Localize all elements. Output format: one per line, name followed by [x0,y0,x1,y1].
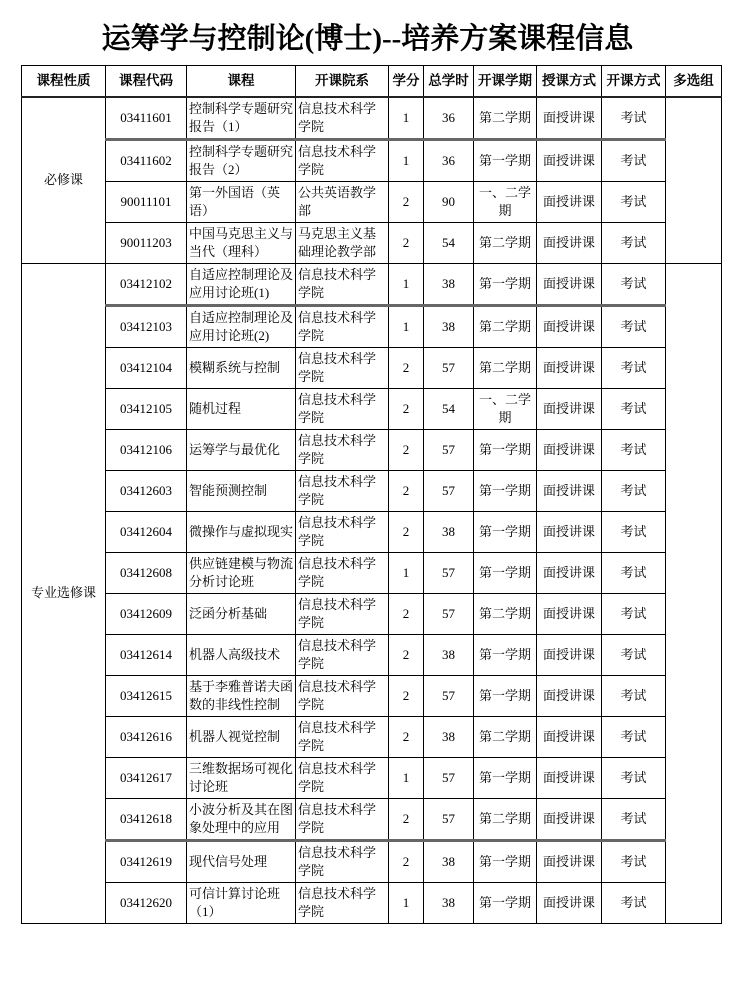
teaching-method-cell: 面授讲课 [537,552,602,593]
assessment-method-cell: 考试 [602,840,666,882]
department-cell: 信息技术科学学院 [296,593,389,634]
course-code-cell: 03412614 [106,634,187,675]
assessment-method-cell: 考试 [602,305,666,347]
department-cell: 信息技术科学学院 [296,388,389,429]
total-hours-cell: 36 [424,139,474,181]
credits-cell: 1 [389,757,424,798]
assessment-method-cell: 考试 [602,511,666,552]
total-hours-cell: 90 [424,181,474,222]
course-name-cell: 机器人高级技术 [187,634,296,675]
course-code-cell: 90011203 [106,222,187,263]
assessment-method-cell: 考试 [602,593,666,634]
table-header-row [22,65,722,97]
course-nature-cell: 必修课 [22,97,106,264]
course-code-cell: 03412616 [106,716,187,757]
semester-cell: 第一学期 [474,675,537,716]
teaching-method-cell: 面授讲课 [537,181,602,222]
course-name-cell: 机器人视觉控制 [187,716,296,757]
total-hours-cell: 38 [424,634,474,675]
department-cell: 信息技术科学学院 [296,347,389,388]
course-code-cell: 03412619 [106,840,187,882]
table-row [22,347,722,388]
course-nature-cell: 专业选修课 [22,263,106,923]
semester-cell: 第二学期 [474,347,537,388]
teaching-method-cell: 面授讲课 [537,388,602,429]
course-code-cell: 03412106 [106,429,187,470]
department-cell: 信息技术科学学院 [296,511,389,552]
total-hours-cell: 54 [424,388,474,429]
course-name-cell: 现代信号处理 [187,840,296,882]
credits-cell: 2 [389,840,424,882]
teaching-method-cell: 面授讲课 [537,97,602,140]
credits-cell: 2 [389,347,424,388]
table-row [22,470,722,511]
semester-cell: 第一学期 [474,757,537,798]
credits-cell: 1 [389,263,424,305]
semester-cell: 第一学期 [474,470,537,511]
teaching-method-cell: 面授讲课 [537,675,602,716]
course-code-cell: 03411602 [106,139,187,181]
total-hours-cell: 54 [424,222,474,263]
department-cell: 公共英语教学部 [296,181,389,222]
course-code-cell: 03412617 [106,757,187,798]
column-header-total-hours: 总学时 [424,65,474,97]
assessment-method-cell: 考试 [602,634,666,675]
total-hours-cell: 38 [424,882,474,923]
semester-cell: 第一学期 [474,634,537,675]
department-cell: 信息技术科学学院 [296,882,389,923]
assessment-method-cell: 考试 [602,388,666,429]
teaching-method-cell: 面授讲课 [537,305,602,347]
table-row [22,716,722,757]
page-title: 运筹学与控制论(博士)--培养方案课程信息 [101,23,634,55]
course-name-cell: 控制科学专题研究报告（1） [187,97,296,140]
credits-cell: 2 [389,593,424,634]
assessment-method-cell: 考试 [602,716,666,757]
credits-cell: 2 [389,675,424,716]
teaching-method-cell: 面授讲课 [537,593,602,634]
credits-cell: 1 [389,305,424,347]
total-hours-cell: 57 [424,593,474,634]
department-cell: 信息技术科学学院 [296,139,389,181]
course-code-cell: 03412105 [106,388,187,429]
course-name-cell: 模糊系统与控制 [187,347,296,388]
course-name-cell: 智能预测控制 [187,470,296,511]
course-code-cell: 03412615 [106,675,187,716]
course-name-cell: 随机过程 [187,388,296,429]
total-hours-cell: 36 [424,97,474,140]
teaching-method-cell: 面授讲课 [537,840,602,882]
teaching-method-cell: 面授讲课 [537,470,602,511]
column-header-department: 开课院系 [296,65,389,97]
assessment-method-cell: 考试 [602,757,666,798]
total-hours-cell: 57 [424,429,474,470]
credits-cell: 2 [389,470,424,511]
course-name-cell: 中国马克思主义与当代（理科） [187,222,296,263]
department-cell: 信息技术科学学院 [296,552,389,593]
course-code-cell: 03412103 [106,305,187,347]
department-cell: 信息技术科学学院 [296,798,389,840]
column-header-exam-method: 开课方式 [602,65,666,97]
table-row [22,263,722,305]
course-name-cell: 小波分析及其在图象处理中的应用 [187,798,296,840]
semester-cell: 第一学期 [474,882,537,923]
course-name-cell: 三维数据场可视化讨论班 [187,757,296,798]
semester-cell: 一、二学期 [474,181,537,222]
credits-cell: 2 [389,798,424,840]
assessment-method-cell: 考试 [602,139,666,181]
total-hours-cell: 38 [424,263,474,305]
teaching-method-cell: 面授讲课 [537,511,602,552]
teaching-method-cell: 面授讲课 [537,798,602,840]
column-header-teaching-method: 授课方式 [537,65,602,97]
credits-cell: 2 [389,716,424,757]
column-header-multi-select: 多选组 [666,65,722,97]
teaching-method-cell: 面授讲课 [537,882,602,923]
table-row [22,675,722,716]
semester-cell: 第一学期 [474,840,537,882]
column-header-credits: 学分 [389,65,424,97]
department-cell: 马克思主义基础理论教学部 [296,222,389,263]
department-cell: 信息技术科学学院 [296,840,389,882]
multi-select-group-cell [666,97,722,264]
table-row [22,882,722,923]
department-cell: 信息技术科学学院 [296,716,389,757]
assessment-method-cell: 考试 [602,263,666,305]
semester-cell: 一、二学期 [474,388,537,429]
course-name-cell: 微操作与虚拟现实 [187,511,296,552]
table-row [22,634,722,675]
credits-cell: 2 [389,429,424,470]
credits-cell: 1 [389,97,424,140]
department-cell: 信息技术科学学院 [296,429,389,470]
assessment-method-cell: 考试 [602,97,666,140]
course-name-cell: 可信计算讨论班（1） [187,882,296,923]
credits-cell: 1 [389,139,424,181]
credits-cell: 1 [389,552,424,593]
semester-cell: 第一学期 [474,139,537,181]
credits-cell: 2 [389,181,424,222]
total-hours-cell: 57 [424,470,474,511]
column-header-semester: 开课学期 [474,65,537,97]
assessment-method-cell: 考试 [602,675,666,716]
column-header-course-code: 课程代码 [106,65,187,97]
credits-cell: 2 [389,511,424,552]
course-code-cell: 03412102 [106,263,187,305]
table-row [22,429,722,470]
credits-cell: 1 [389,882,424,923]
semester-cell: 第一学期 [474,552,537,593]
table-row [22,222,722,263]
course-name-cell: 泛函分析基础 [187,593,296,634]
department-cell: 信息技术科学学院 [296,305,389,347]
total-hours-cell: 57 [424,347,474,388]
semester-cell: 第一学期 [474,511,537,552]
table-row [22,139,722,181]
course-name-cell: 供应链建模与物流分析讨论班 [187,552,296,593]
teaching-method-cell: 面授讲课 [537,757,602,798]
course-code-cell: 90011101 [106,181,187,222]
semester-cell: 第一学期 [474,429,537,470]
table-row [22,511,722,552]
table-row [22,840,722,882]
teaching-method-cell: 面授讲课 [537,139,602,181]
table-row [22,593,722,634]
course-code-cell: 03412104 [106,347,187,388]
table-row [22,552,722,593]
total-hours-cell: 38 [424,305,474,347]
semester-cell: 第二学期 [474,305,537,347]
semester-cell: 第二学期 [474,97,537,140]
teaching-method-cell: 面授讲课 [537,429,602,470]
course-code-cell: 03412620 [106,882,187,923]
department-cell: 信息技术科学学院 [296,470,389,511]
assessment-method-cell: 考试 [602,429,666,470]
semester-cell: 第二学期 [474,798,537,840]
multi-select-group-cell [666,263,722,923]
teaching-method-cell: 面授讲课 [537,347,602,388]
teaching-method-cell: 面授讲课 [537,716,602,757]
total-hours-cell: 38 [424,840,474,882]
course-code-cell: 03412609 [106,593,187,634]
course-name-cell: 控制科学专题研究报告（2） [187,139,296,181]
total-hours-cell: 57 [424,552,474,593]
assessment-method-cell: 考试 [602,347,666,388]
course-code-cell: 03412603 [106,470,187,511]
course-name-cell: 自适应控制理论及应用讨论班(1) [187,263,296,305]
semester-cell: 第二学期 [474,222,537,263]
course-code-cell: 03412608 [106,552,187,593]
total-hours-cell: 57 [424,798,474,840]
course-table [21,65,722,924]
semester-cell: 第二学期 [474,593,537,634]
course-code-cell: 03412618 [106,798,187,840]
table-row [22,388,722,429]
table-row [22,305,722,347]
course-name-cell: 基于李雅普诺夫函数的非线性控制 [187,675,296,716]
table-row [22,97,722,140]
assessment-method-cell: 考试 [602,181,666,222]
department-cell: 信息技术科学学院 [296,757,389,798]
teaching-method-cell: 面授讲课 [537,634,602,675]
teaching-method-cell: 面授讲课 [537,222,602,263]
table-row [22,798,722,840]
credits-cell: 2 [389,388,424,429]
assessment-method-cell: 考试 [602,882,666,923]
department-cell: 信息技术科学学院 [296,97,389,140]
table-row [22,181,722,222]
assessment-method-cell: 考试 [602,470,666,511]
total-hours-cell: 38 [424,716,474,757]
department-cell: 信息技术科学学院 [296,263,389,305]
credits-cell: 2 [389,222,424,263]
column-header-course: 课程 [187,65,296,97]
teaching-method-cell: 面授讲课 [537,263,602,305]
table-body [22,97,722,924]
course-name-cell: 运筹学与最优化 [187,429,296,470]
total-hours-cell: 57 [424,757,474,798]
credits-cell: 2 [389,634,424,675]
table-row [22,757,722,798]
semester-cell: 第一学期 [474,263,537,305]
course-name-cell: 第一外国语（英语） [187,181,296,222]
column-header-course-nature: 课程性质 [22,65,106,97]
semester-cell: 第二学期 [474,716,537,757]
course-name-cell: 自适应控制理论及应用讨论班(2) [187,305,296,347]
course-code-cell: 03412604 [106,511,187,552]
assessment-method-cell: 考试 [602,798,666,840]
assessment-method-cell: 考试 [602,222,666,263]
department-cell: 信息技术科学学院 [296,634,389,675]
total-hours-cell: 57 [424,675,474,716]
assessment-method-cell: 考试 [602,552,666,593]
course-code-cell: 03411601 [106,97,187,140]
total-hours-cell: 38 [424,511,474,552]
department-cell: 信息技术科学学院 [296,675,389,716]
